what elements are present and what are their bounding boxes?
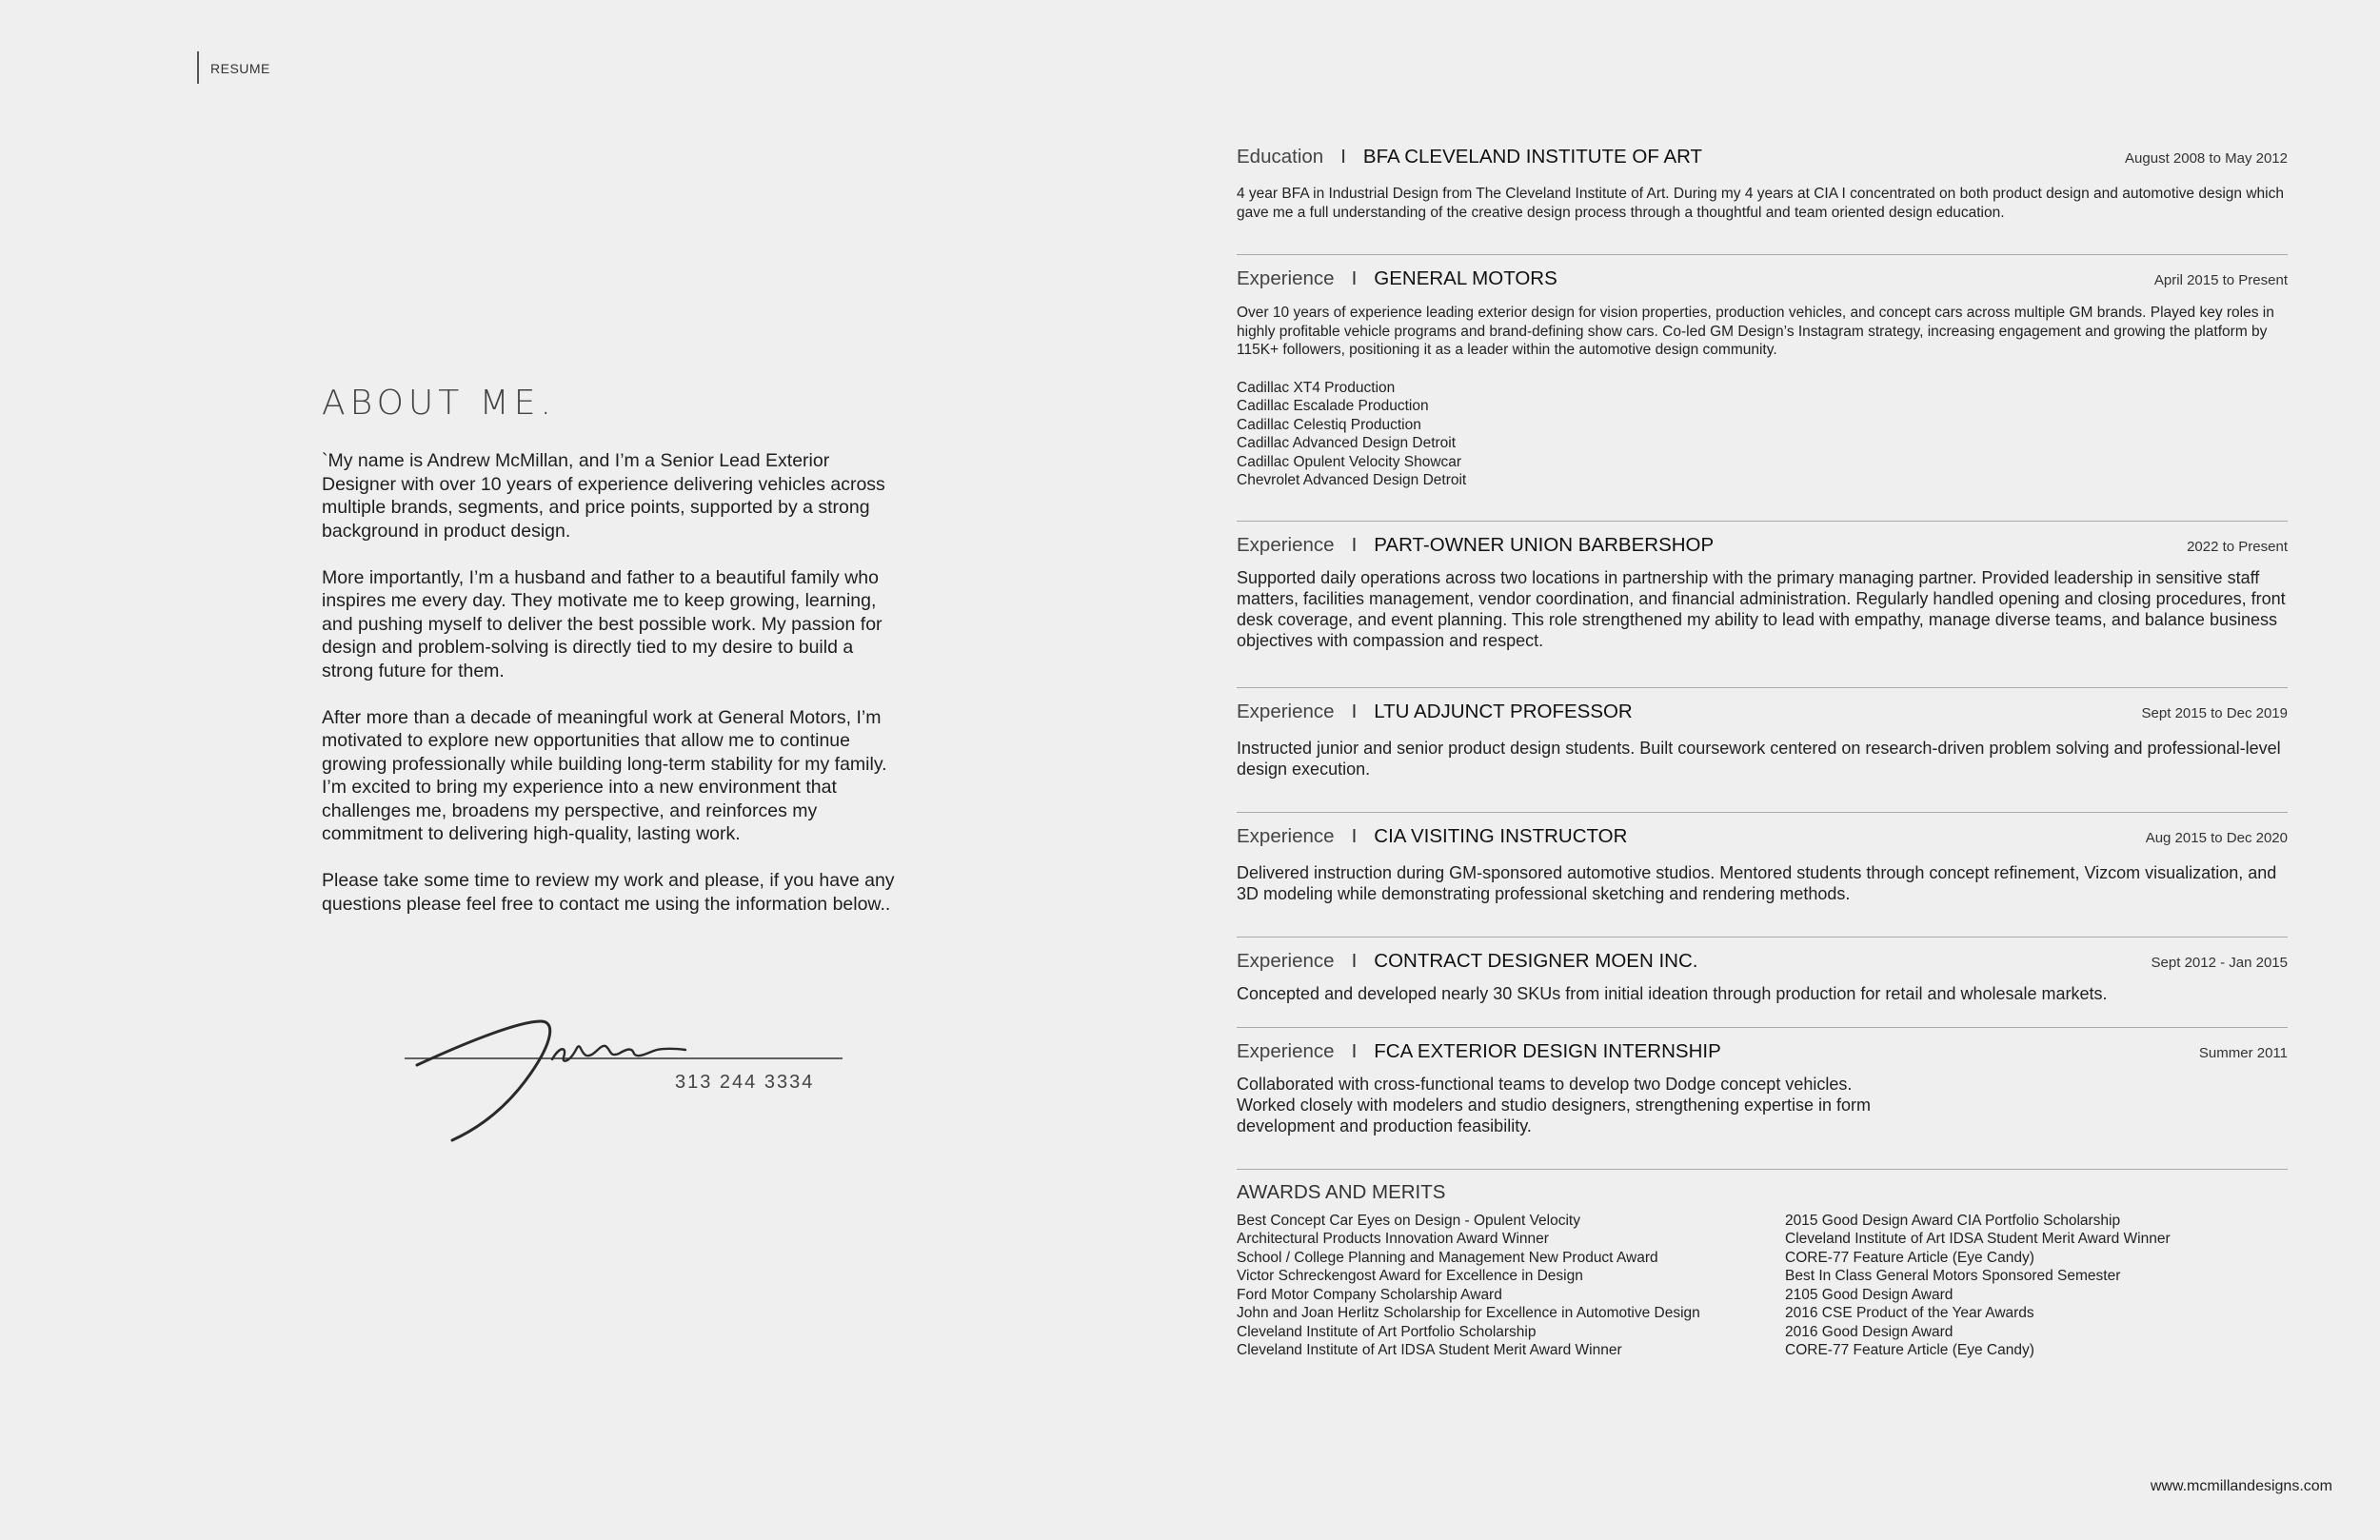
entry-category: Experience (1237, 267, 1335, 289)
list-item: CORE-77 Feature Article (Eye Candy) (1785, 1249, 2034, 1266)
list-item: Architectural Products Innovation Award Winner (1237, 1231, 1549, 1247)
resume-label: RESUME (197, 51, 270, 84)
list-item: Cleveland Institute of Art IDSA Student Merit Award Winner (1785, 1231, 2171, 1247)
entry-date: August 2008 to May 2012 (2125, 150, 2288, 167)
entry-title: GENERAL MOTORS (1374, 267, 1557, 289)
website-link[interactable]: www.mcmillandesigns.com (2150, 1478, 2332, 1494)
list-item: John and Joan Herlitz Scholarship for Excellence in Automotive Design (1237, 1305, 1700, 1321)
entry-date: 2022 to Present (2187, 538, 2288, 555)
entry-date: Summer 2011 (2198, 1044, 2288, 1061)
list-item: Best Concept Car Eyes on Design - Opulent Velocity (1237, 1212, 1580, 1229)
list-item: 2015 Good Design Award CIA Portfolio Scholarship (1785, 1212, 2121, 1229)
awards-section (1237, 1169, 2288, 1360)
entry-category: Experience (1237, 700, 1335, 722)
about-paragraph: More importantly, I’m a husband and father to a beautiful family who inspires me every day. They motivate me to keep growing, learning, and pushing myself to deliver the best possible work. My passion for design and problem-solving is directly tied to my desire to build a strong future for them. (322, 566, 883, 681)
entry-fca (1237, 1027, 2288, 1136)
entry-cia (1237, 812, 2288, 904)
list-item: Best In Class General Motors Sponsored Semester (1785, 1268, 2121, 1284)
entry-title: FCA EXTERIOR DESIGN INTERNSHIP (1374, 1039, 1721, 1062)
description-line: development and production feasibility. (1237, 1116, 1532, 1135)
entry-title: CONTRACT DESIGNER MOEN INC. (1374, 949, 1698, 972)
entry-title: PART-OWNER UNION BARBERSHOP (1374, 533, 1715, 556)
entry-description: Over 10 years of experience leading exterior design for vision properties, production vehicles, and concept cars across multiple GM brands. Played key roles in highly profitable vehicle programs and brand-defining show cars. Co-led GM Design’s Instagram strategy, increasing engagement and growing the platform by 115K+ followers, positioning it as a leader within the automotive design community. (1237, 305, 2274, 358)
list-item: Cleveland Institute of Art Portfolio Scholarship (1237, 1323, 1537, 1340)
entry-title: LTU ADJUNCT PROFESSOR (1374, 700, 1633, 722)
about-body (322, 449, 902, 939)
list-item: Cadillac Opulent Velocity Showcar (1237, 453, 1462, 470)
list-item: Cleveland Institute of Art IDSA Student Merit Award Winner (1237, 1342, 1622, 1358)
project-list (1237, 379, 2288, 490)
entry-separator: I (1340, 146, 1346, 168)
list-item: Cadillac Advanced Design Detroit (1237, 435, 1457, 451)
entry-description: Supported daily operations across two locations in partnership with the primary managing partner. Provided leadership in sensitive staff matters, facilities management, vendor coordination, and financial administration. Regularly handled opening and closing procedures, front desk coverage, and event planning. This role strengthened my ability to lead with empathy, manage diverse teams, and balance business objectives with compassion and respect. (1237, 567, 2286, 650)
entry-description: Concepted and developed nearly 30 SKUs from initial ideation through production for retail and wholesale markets. (1237, 983, 2108, 1003)
entry-title: CIA VISITING INSTRUCTOR (1374, 824, 1628, 847)
entry-moen (1237, 937, 2288, 1004)
about-paragraph: `My name is Andrew McMillan, and I’m a Senior Lead Exterior Designer with over 10 years of experience delivering vehicles across multiple brands, segments, and price points, supported by a strong background in product design. (322, 450, 885, 542)
entry-education (1237, 141, 2288, 222)
entry-category: Education (1237, 146, 1324, 168)
list-item: Cadillac Celestiq Production (1237, 416, 1421, 433)
entry-separator: I (1351, 949, 1358, 972)
entry-category: Experience (1237, 533, 1335, 556)
list-item: 2016 Good Design Award (1785, 1323, 1954, 1340)
about-paragraph: After more than a decade of meaningful work at General Motors, I’m motivated to explore new opportunities that allow me to continue growing professionally while building long-term stability for my family. I’m excited to bring my experience into a new environment that challenges me, broadens my perspective, and reinforces my commitment to delivering high-quality, lasting work. (322, 706, 887, 844)
entry-general-motors (1237, 254, 2288, 490)
entry-date: April 2015 to Present (2153, 272, 2288, 288)
list-item: CORE-77 Feature Article (Eye Candy) (1785, 1342, 2034, 1358)
entry-description: Instructed junior and senior product design students. Built coursework centered on research-driven problem solving and professional-level design execution. (1237, 738, 2281, 779)
awards-list-right (1785, 1212, 2171, 1360)
entry-separator: I (1351, 700, 1358, 722)
entry-separator: I (1351, 533, 1358, 556)
entry-title: BFA CLEVELAND INSTITUTE OF ART (1362, 146, 1703, 168)
list-item: 2016 CSE Product of the Year Awards (1785, 1305, 2034, 1321)
list-item: School / College Planning and Management New Product Award (1237, 1249, 1658, 1266)
list-item: Chevrolet Advanced Design Detroit (1237, 472, 1467, 488)
entry-ltu (1237, 687, 2288, 780)
entry-description: 4 year BFA in Industrial Design from The Cleveland Institute of Art. During my 4 years at CIA I concentrated on both product design and automotive design which gave me a full understanding of the creative design process through a thoughtful and team oriented design education. (1237, 186, 2284, 221)
description-line: Collaborated with cross-functional teams to develop two Dodge concept vehicles. (1237, 1074, 1853, 1094)
entry-description (1237, 1074, 2288, 1136)
entry-barbershop (1237, 521, 2288, 651)
list-item: Cadillac XT4 Production (1237, 379, 1396, 396)
entry-date: Sept 2012 - Jan 2015 (2151, 954, 2288, 971)
list-item: Victor Schreckengost Award for Excellence in Design (1237, 1268, 1583, 1284)
description-line: Worked closely with modelers and studio designers, strengthening expertise in form (1237, 1095, 1871, 1115)
entry-separator: I (1351, 1039, 1358, 1062)
list-item: 2105 Good Design Award (1785, 1286, 1954, 1303)
entry-separator: I (1351, 267, 1358, 289)
entry-separator: I (1351, 824, 1358, 847)
entry-date: Sept 2015 to Dec 2019 (2141, 704, 2288, 721)
list-item: Cadillac Escalade Production (1237, 398, 1429, 414)
entry-category: Experience (1237, 949, 1335, 972)
about-paragraph: Please take some time to review my work and please, if you have any questions please feel free to contact me using the information below.. (322, 870, 895, 915)
list-item: Ford Motor Company Scholarship Award (1237, 1286, 1502, 1303)
awards-list-left (1237, 1212, 1785, 1360)
entry-description: Delivered instruction during GM-sponsored automotive studios. Mentored students through concept refinement, Vizcom visualization, and 3D modeling while demonstrating professional sketching and rendering methods. (1237, 862, 2277, 903)
about-title: ABOUT ME. (322, 384, 556, 423)
entry-date: Aug 2015 to Dec 2020 (2145, 829, 2288, 846)
entry-category: Experience (1237, 1039, 1335, 1062)
entry-category: Experience (1237, 824, 1335, 847)
phone-number: 313 244 3334 (675, 1072, 815, 1093)
resume-entries (1237, 141, 2288, 1360)
awards-title: AWARDS AND MERITS (1237, 1180, 1446, 1203)
